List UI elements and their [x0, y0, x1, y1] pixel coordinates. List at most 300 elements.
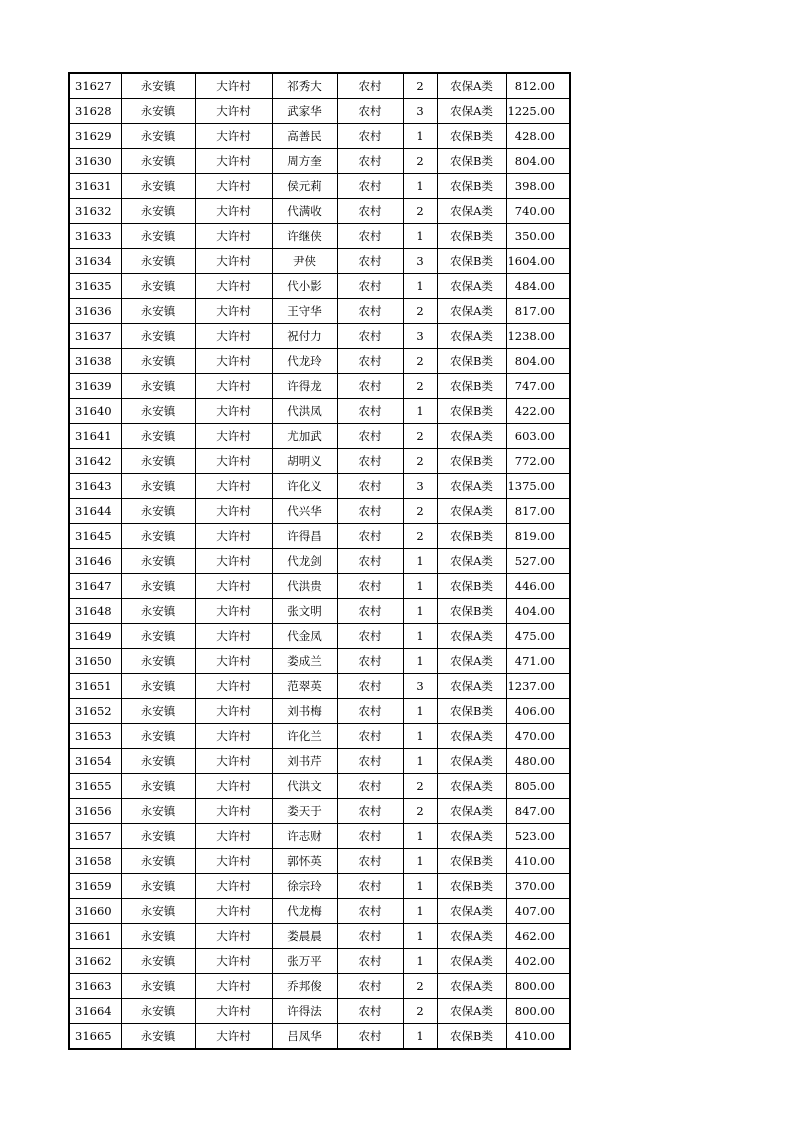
village-cell: 大许村: [195, 999, 272, 1024]
town-cell: 永安镇: [121, 674, 195, 699]
person-name-cell: 徐宗玲: [272, 874, 337, 899]
person-count-cell: 3: [403, 674, 437, 699]
amount-cell: 1375.00: [506, 474, 570, 499]
amount-cell: 470.00: [506, 724, 570, 749]
amount-cell: 772.00: [506, 449, 570, 474]
table-row: [69, 174, 570, 199]
town-cell: 永安镇: [121, 849, 195, 874]
person-count-cell: 2: [403, 524, 437, 549]
person-name-cell: 吕凤华: [272, 1024, 337, 1050]
village-cell: 大许村: [195, 949, 272, 974]
village-cell: 大许村: [195, 849, 272, 874]
town-cell: 永安镇: [121, 924, 195, 949]
person-name-cell: 娄成兰: [272, 649, 337, 674]
person-count-cell: 1: [403, 549, 437, 574]
person-count-cell: 1: [403, 599, 437, 624]
record-id-cell: 31641: [69, 424, 121, 449]
town-cell: 永安镇: [121, 949, 195, 974]
table-row: [69, 949, 570, 974]
category-cell: 农保B类: [437, 524, 506, 549]
town-cell: 永安镇: [121, 599, 195, 624]
record-id-cell: 31628: [69, 99, 121, 124]
record-id-cell: 31645: [69, 524, 121, 549]
table-row: [69, 99, 570, 124]
village-cell: 大许村: [195, 399, 272, 424]
person-count-cell: 1: [403, 924, 437, 949]
person-name-cell: 范翠英: [272, 674, 337, 699]
table-row: [69, 724, 570, 749]
record-id-cell: 31652: [69, 699, 121, 724]
table-row: [69, 249, 570, 274]
village-cell: 大许村: [195, 599, 272, 624]
amount-cell: 402.00: [506, 949, 570, 974]
category-cell: 农保B类: [437, 599, 506, 624]
village-cell: 大许村: [195, 374, 272, 399]
household-type-cell: 农村: [337, 124, 403, 149]
table-row: [69, 974, 570, 999]
table-row: [69, 824, 570, 849]
category-cell: 农保A类: [437, 649, 506, 674]
category-cell: 农保B类: [437, 874, 506, 899]
town-cell: 永安镇: [121, 149, 195, 174]
village-cell: 大许村: [195, 149, 272, 174]
person-name-cell: 胡明义: [272, 449, 337, 474]
record-id-cell: 31661: [69, 924, 121, 949]
town-cell: 永安镇: [121, 1024, 195, 1050]
household-type-cell: 农村: [337, 649, 403, 674]
record-id-cell: 31639: [69, 374, 121, 399]
household-type-cell: 农村: [337, 624, 403, 649]
amount-cell: 462.00: [506, 924, 570, 949]
record-id-cell: 31629: [69, 124, 121, 149]
amount-cell: 475.00: [506, 624, 570, 649]
table-row: [69, 424, 570, 449]
person-count-cell: 2: [403, 424, 437, 449]
table-row: [69, 774, 570, 799]
record-id-cell: 31634: [69, 249, 121, 274]
town-cell: 永安镇: [121, 874, 195, 899]
record-id-cell: 31659: [69, 874, 121, 899]
person-count-cell: 1: [403, 849, 437, 874]
category-cell: 农保A类: [437, 674, 506, 699]
person-count-cell: 1: [403, 874, 437, 899]
village-cell: 大许村: [195, 624, 272, 649]
amount-cell: 428.00: [506, 124, 570, 149]
person-name-cell: 刘书梅: [272, 699, 337, 724]
person-name-cell: 许继侠: [272, 224, 337, 249]
record-id-cell: 31650: [69, 649, 121, 674]
category-cell: 农保A类: [437, 824, 506, 849]
record-id-cell: 31631: [69, 174, 121, 199]
person-name-cell: 代洪贵: [272, 574, 337, 599]
amount-cell: 398.00: [506, 174, 570, 199]
town-cell: 永安镇: [121, 449, 195, 474]
household-type-cell: 农村: [337, 799, 403, 824]
household-type-cell: 农村: [337, 874, 403, 899]
category-cell: 农保A类: [437, 99, 506, 124]
household-type-cell: 农村: [337, 374, 403, 399]
records-table: [68, 72, 571, 1050]
town-cell: 永安镇: [121, 474, 195, 499]
record-id-cell: 31635: [69, 274, 121, 299]
table-row: [69, 474, 570, 499]
village-cell: 大许村: [195, 73, 272, 99]
household-type-cell: 农村: [337, 199, 403, 224]
household-type-cell: 农村: [337, 974, 403, 999]
village-cell: 大许村: [195, 974, 272, 999]
household-type-cell: 农村: [337, 224, 403, 249]
person-count-cell: 1: [403, 649, 437, 674]
town-cell: 永安镇: [121, 124, 195, 149]
town-cell: 永安镇: [121, 699, 195, 724]
record-id-cell: 31632: [69, 199, 121, 224]
household-type-cell: 农村: [337, 349, 403, 374]
person-count-cell: 2: [403, 299, 437, 324]
table-row: [69, 274, 570, 299]
amount-cell: 523.00: [506, 824, 570, 849]
village-cell: 大许村: [195, 224, 272, 249]
record-id-cell: 31655: [69, 774, 121, 799]
table-row: [69, 449, 570, 474]
category-cell: 农保A类: [437, 974, 506, 999]
household-type-cell: 农村: [337, 424, 403, 449]
person-name-cell: 武家华: [272, 99, 337, 124]
town-cell: 永安镇: [121, 774, 195, 799]
amount-cell: 407.00: [506, 899, 570, 924]
amount-cell: 446.00: [506, 574, 570, 599]
category-cell: 农保A类: [437, 549, 506, 574]
amount-cell: 740.00: [506, 199, 570, 224]
category-cell: 农保A类: [437, 924, 506, 949]
village-cell: 大许村: [195, 299, 272, 324]
person-name-cell: 代满收: [272, 199, 337, 224]
category-cell: 农保A类: [437, 324, 506, 349]
amount-cell: 410.00: [506, 849, 570, 874]
village-cell: 大许村: [195, 874, 272, 899]
person-count-cell: 1: [403, 699, 437, 724]
table-row: [69, 649, 570, 674]
category-cell: 农保A类: [437, 474, 506, 499]
record-id-cell: 31658: [69, 849, 121, 874]
person-count-cell: 1: [403, 174, 437, 199]
village-cell: 大许村: [195, 774, 272, 799]
town-cell: 永安镇: [121, 99, 195, 124]
amount-cell: 406.00: [506, 699, 570, 724]
person-count-cell: 2: [403, 73, 437, 99]
record-id-cell: 31654: [69, 749, 121, 774]
village-cell: 大许村: [195, 924, 272, 949]
town-cell: 永安镇: [121, 299, 195, 324]
town-cell: 永安镇: [121, 224, 195, 249]
table-row: [69, 999, 570, 1024]
town-cell: 永安镇: [121, 399, 195, 424]
person-count-cell: 1: [403, 749, 437, 774]
person-count-cell: 1: [403, 224, 437, 249]
person-name-cell: 侯元莉: [272, 174, 337, 199]
amount-cell: 527.00: [506, 549, 570, 574]
person-name-cell: 代兴华: [272, 499, 337, 524]
amount-cell: 747.00: [506, 374, 570, 399]
category-cell: 农保B类: [437, 574, 506, 599]
village-cell: 大许村: [195, 449, 272, 474]
table-row: [69, 749, 570, 774]
table-row: [69, 499, 570, 524]
amount-cell: 812.00: [506, 73, 570, 99]
amount-cell: 1604.00: [506, 249, 570, 274]
amount-cell: 404.00: [506, 599, 570, 624]
person-count-cell: 3: [403, 99, 437, 124]
category-cell: 农保A类: [437, 274, 506, 299]
table-row: [69, 799, 570, 824]
town-cell: 永安镇: [121, 649, 195, 674]
category-cell: 农保A类: [437, 749, 506, 774]
category-cell: 农保A类: [437, 899, 506, 924]
category-cell: 农保B类: [437, 249, 506, 274]
household-type-cell: 农村: [337, 149, 403, 174]
record-id-cell: 31633: [69, 224, 121, 249]
person-name-cell: 张万平: [272, 949, 337, 974]
table-row: [69, 374, 570, 399]
amount-cell: 422.00: [506, 399, 570, 424]
town-cell: 永安镇: [121, 824, 195, 849]
person-name-cell: 代龙梅: [272, 899, 337, 924]
person-name-cell: 代洪文: [272, 774, 337, 799]
village-cell: 大许村: [195, 724, 272, 749]
village-cell: 大许村: [195, 499, 272, 524]
household-type-cell: 农村: [337, 824, 403, 849]
record-id-cell: 31657: [69, 824, 121, 849]
category-cell: 农保B类: [437, 849, 506, 874]
household-type-cell: 农村: [337, 399, 403, 424]
town-cell: 永安镇: [121, 73, 195, 99]
table-row: [69, 524, 570, 549]
town-cell: 永安镇: [121, 274, 195, 299]
household-type-cell: 农村: [337, 924, 403, 949]
record-id-cell: 31643: [69, 474, 121, 499]
town-cell: 永安镇: [121, 574, 195, 599]
village-cell: 大许村: [195, 324, 272, 349]
village-cell: 大许村: [195, 274, 272, 299]
record-id-cell: 31647: [69, 574, 121, 599]
amount-cell: 1238.00: [506, 324, 570, 349]
household-type-cell: 农村: [337, 674, 403, 699]
table-row: [69, 324, 570, 349]
record-id-cell: 31630: [69, 149, 121, 174]
person-count-cell: 3: [403, 474, 437, 499]
amount-cell: 350.00: [506, 224, 570, 249]
household-type-cell: 农村: [337, 749, 403, 774]
village-cell: 大许村: [195, 474, 272, 499]
town-cell: 永安镇: [121, 249, 195, 274]
record-id-cell: 31663: [69, 974, 121, 999]
person-count-cell: 1: [403, 899, 437, 924]
person-count-cell: 2: [403, 499, 437, 524]
person-count-cell: 2: [403, 199, 437, 224]
village-cell: 大许村: [195, 799, 272, 824]
person-name-cell: 许得法: [272, 999, 337, 1024]
person-name-cell: 尹侠: [272, 249, 337, 274]
table-row: [69, 924, 570, 949]
village-cell: 大许村: [195, 1024, 272, 1050]
town-cell: 永安镇: [121, 324, 195, 349]
table-row: [69, 73, 570, 99]
household-type-cell: 农村: [337, 73, 403, 99]
town-cell: 永安镇: [121, 424, 195, 449]
household-type-cell: 农村: [337, 299, 403, 324]
record-id-cell: 31665: [69, 1024, 121, 1050]
household-type-cell: 农村: [337, 574, 403, 599]
household-type-cell: 农村: [337, 949, 403, 974]
person-name-cell: 许志财: [272, 824, 337, 849]
record-id-cell: 31637: [69, 324, 121, 349]
village-cell: 大许村: [195, 699, 272, 724]
category-cell: 农保B类: [437, 174, 506, 199]
person-name-cell: 娄天于: [272, 799, 337, 824]
town-cell: 永安镇: [121, 724, 195, 749]
household-type-cell: 农村: [337, 999, 403, 1024]
village-cell: 大许村: [195, 649, 272, 674]
person-name-cell: 许得龙: [272, 374, 337, 399]
person-count-cell: 1: [403, 624, 437, 649]
person-count-cell: 3: [403, 249, 437, 274]
category-cell: 农保B类: [437, 399, 506, 424]
village-cell: 大许村: [195, 174, 272, 199]
person-name-cell: 尤加武: [272, 424, 337, 449]
amount-cell: 847.00: [506, 799, 570, 824]
person-name-cell: 许化兰: [272, 724, 337, 749]
household-type-cell: 农村: [337, 249, 403, 274]
record-id-cell: 31660: [69, 899, 121, 924]
table-row: [69, 224, 570, 249]
person-name-cell: 郭怀英: [272, 849, 337, 874]
town-cell: 永安镇: [121, 174, 195, 199]
table-body: [69, 73, 570, 1049]
household-type-cell: 农村: [337, 99, 403, 124]
person-name-cell: 代金凤: [272, 624, 337, 649]
record-id-cell: 31642: [69, 449, 121, 474]
town-cell: 永安镇: [121, 749, 195, 774]
record-id-cell: 31664: [69, 999, 121, 1024]
person-count-cell: 3: [403, 324, 437, 349]
amount-cell: 410.00: [506, 1024, 570, 1050]
category-cell: 农保A类: [437, 73, 506, 99]
household-type-cell: 农村: [337, 449, 403, 474]
village-cell: 大许村: [195, 199, 272, 224]
person-name-cell: 祁秀大: [272, 73, 337, 99]
village-cell: 大许村: [195, 674, 272, 699]
table-row: [69, 849, 570, 874]
household-type-cell: 农村: [337, 324, 403, 349]
amount-cell: 1225.00: [506, 99, 570, 124]
village-cell: 大许村: [195, 549, 272, 574]
table-row: [69, 599, 570, 624]
amount-cell: 805.00: [506, 774, 570, 799]
category-cell: 农保A类: [437, 724, 506, 749]
category-cell: 农保A类: [437, 199, 506, 224]
table-row: [69, 899, 570, 924]
person-count-cell: 1: [403, 574, 437, 599]
person-name-cell: 代龙玲: [272, 349, 337, 374]
village-cell: 大许村: [195, 424, 272, 449]
town-cell: 永安镇: [121, 799, 195, 824]
village-cell: 大许村: [195, 574, 272, 599]
category-cell: 农保B类: [437, 149, 506, 174]
person-name-cell: 祝付力: [272, 324, 337, 349]
table-row: [69, 349, 570, 374]
town-cell: 永安镇: [121, 374, 195, 399]
category-cell: 农保B类: [437, 224, 506, 249]
person-name-cell: 张文明: [272, 599, 337, 624]
amount-cell: 817.00: [506, 499, 570, 524]
town-cell: 永安镇: [121, 899, 195, 924]
record-id-cell: 31644: [69, 499, 121, 524]
household-type-cell: 农村: [337, 474, 403, 499]
category-cell: 农保A类: [437, 999, 506, 1024]
person-count-cell: 1: [403, 399, 437, 424]
household-type-cell: 农村: [337, 774, 403, 799]
record-id-cell: 31636: [69, 299, 121, 324]
table-row: [69, 299, 570, 324]
household-type-cell: 农村: [337, 174, 403, 199]
table-row: [69, 199, 570, 224]
amount-cell: 817.00: [506, 299, 570, 324]
amount-cell: 800.00: [506, 999, 570, 1024]
amount-cell: 804.00: [506, 349, 570, 374]
village-cell: 大许村: [195, 124, 272, 149]
town-cell: 永安镇: [121, 199, 195, 224]
household-type-cell: 农村: [337, 524, 403, 549]
record-id-cell: 31653: [69, 724, 121, 749]
person-name-cell: 高善民: [272, 124, 337, 149]
household-type-cell: 农村: [337, 899, 403, 924]
person-count-cell: 2: [403, 374, 437, 399]
category-cell: 农保A类: [437, 949, 506, 974]
table-row: [69, 1024, 570, 1050]
amount-cell: 804.00: [506, 149, 570, 174]
person-name-cell: 刘书芹: [272, 749, 337, 774]
category-cell: 农保A类: [437, 799, 506, 824]
person-name-cell: 许得昌: [272, 524, 337, 549]
table-row: [69, 624, 570, 649]
category-cell: 农保A类: [437, 424, 506, 449]
record-id-cell: 31640: [69, 399, 121, 424]
town-cell: 永安镇: [121, 624, 195, 649]
household-type-cell: 农村: [337, 724, 403, 749]
category-cell: 农保A类: [437, 624, 506, 649]
person-name-cell: 娄晨晨: [272, 924, 337, 949]
person-name-cell: 代小影: [272, 274, 337, 299]
household-type-cell: 农村: [337, 549, 403, 574]
person-count-cell: 1: [403, 124, 437, 149]
table-row: [69, 124, 570, 149]
household-type-cell: 农村: [337, 499, 403, 524]
town-cell: 永安镇: [121, 349, 195, 374]
table-row: [69, 549, 570, 574]
household-type-cell: 农村: [337, 699, 403, 724]
table-row: [69, 699, 570, 724]
person-count-cell: 1: [403, 949, 437, 974]
record-id-cell: 31656: [69, 799, 121, 824]
person-name-cell: 代龙剑: [272, 549, 337, 574]
amount-cell: 1237.00: [506, 674, 570, 699]
village-cell: 大许村: [195, 524, 272, 549]
table-row: [69, 874, 570, 899]
village-cell: 大许村: [195, 899, 272, 924]
town-cell: 永安镇: [121, 974, 195, 999]
town-cell: 永安镇: [121, 549, 195, 574]
person-count-cell: 1: [403, 274, 437, 299]
person-count-cell: 1: [403, 1024, 437, 1050]
